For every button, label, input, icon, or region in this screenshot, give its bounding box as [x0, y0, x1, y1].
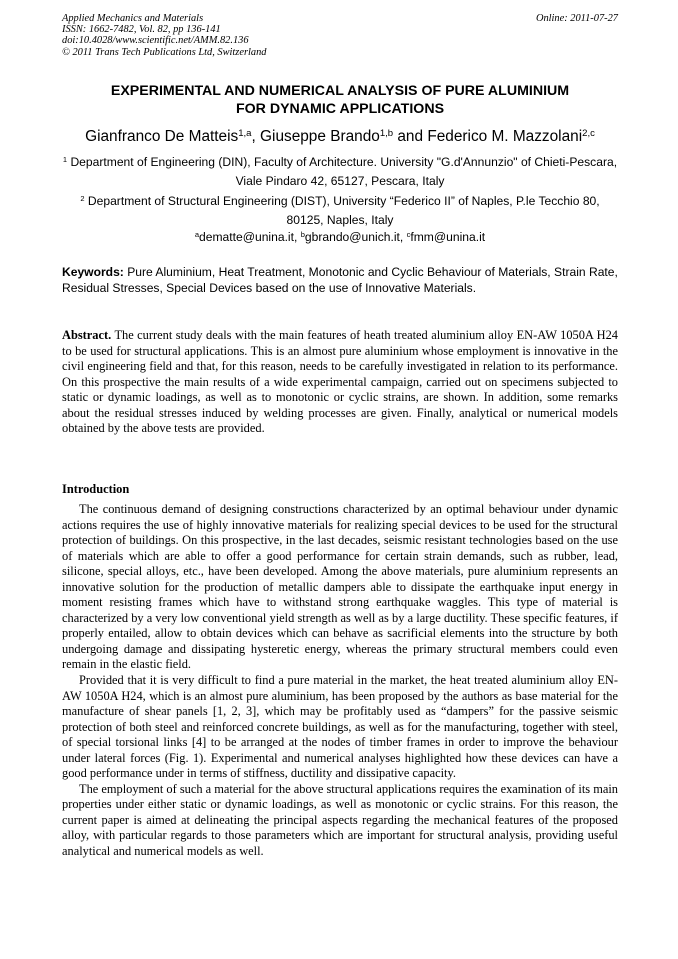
intro-paragraph: The employment of such a material for the above structural applications requires the examination of its main properties under either static or dynamic loadings, as well as monotonic or cyclic strains. For this reason, the current paper is aimed at delineating the principal aspects regarding the mechanical features of the proposed alloy, with particular regards to those parameters which are important for structural analysis, providing useful analytical and numerical models as well. [62, 781, 618, 859]
email-list [62, 229, 618, 247]
online-date: Online: 2011-07-27 [535, 13, 618, 24]
abstract-label: Abstract. [62, 328, 112, 342]
intro-paragraph: The continuous demand of designing constructions characterized by an optimal behaviour under dynamic actions requires the use of highly innovative materials for realizing special devices to be used for the structural protection of buildings. On this prospective, in the last decades, seismic resistant technologies based on the use of materials which are able to offer a good performance for certain strain demands, such as rubber, lead, silicone, special alloys, etc., have been developed. Among the above materials, pure aluminium represents an innovative solution for the production of metallic dampers able to dissipate the earthquake input energy in moment resisting frames which have to withstand strong earthquake waggles. This type of material is characterized by a very low conventional yield strength as well as by a large ductility. These specific features, if properly entailed, allow to obtain devices which can behave as sacrificial elements into the structure by both undergoing damage and dissipating hysteretic energy, whereas the primary structural members could even remain in the elastic field. [62, 502, 618, 672]
copyright-line: © 2011 Trans Tech Publications Ltd, Switzerland [62, 46, 267, 58]
abstract-block [62, 328, 618, 437]
email-sup: a [194, 229, 199, 239]
affiliation-1 [62, 154, 618, 189]
abstract-text: The current study deals with the main features of heath treated aluminium alloy EN-AW 1050A H24 to be used for structural applications. This is an almost pure aluminium whose employment is innovative in the civil engineering field and that, for this reason, needs to be carefully investigated in relation to its performance. On this prospective the main results of a wide experimental campaign, carried out on specimens subjected to static or dynamic loadings, as well as to monotonic or cyclic strains, are shown. In addition, some remarks about the residual stresses induced by welding processes are given. Finally, analytical or numerical models obtained by the above tests are provided. [62, 328, 618, 436]
email-address[interactable]: fmm@unina.it [410, 230, 486, 244]
issn-line: ISSN: 1662-7482, Vol. 82, pp 136-141 [62, 24, 221, 36]
keywords-label: Keywords: [62, 265, 124, 279]
email-sup: c [406, 229, 411, 239]
email-sup: b [300, 229, 305, 239]
author-list [62, 128, 618, 148]
affiliation-text: Department of Engineering (DIN), Faculty of Architecture. University "G.d'Annunzio" of Chieti-Pescara, Viale Pindaro 42, 65127, Pescara, Italy [70, 155, 618, 188]
author-affil-sup: 2,c [582, 127, 595, 139]
paper-title [62, 82, 618, 118]
email-separator: , [293, 230, 301, 244]
author-separator: and [393, 128, 428, 145]
affiliation-number: 2 [80, 193, 85, 203]
author-name: Giuseppe Brando [260, 128, 380, 145]
author-affil-sup: 1,a [238, 127, 252, 139]
title-line-1: EXPERIMENTAL AND NUMERICAL ANALYSIS OF PURE ALUMINIUM [110, 83, 570, 99]
journal-name: Applied Mechanics and Materials [62, 13, 204, 24]
keywords-block [62, 264, 618, 296]
affiliation-number: 1 [62, 154, 68, 164]
email-address[interactable]: gbrando@unich.it [304, 230, 400, 244]
journal-header [62, 13, 618, 58]
affiliation-text: Department of Structural Engineering (DIST), University “Federico II” of Naples, P.le Tecchio 80, 80125, Naples, Italy [87, 194, 600, 227]
introduction-heading: Introduction [62, 482, 130, 496]
email-address[interactable]: dematte@unina.it [199, 230, 294, 244]
author-name: Federico M. Mazzolani [427, 128, 583, 145]
introduction-body [62, 502, 618, 860]
doi-line[interactable]: doi:10.4028/www.scientific.net/AMM.82.136 [62, 35, 249, 47]
author-separator: , [251, 128, 261, 145]
intro-paragraph: Provided that it is very difficult to find a pure material in the market, the heat treated aluminium alloy EN-AW 1050A H24, which is an almost pure aluminium, has been proposed by the authors as base material for the manufacture of shear panels [1, 2, 3], which may be profitably used as “dampers” for the passive seismic protection of both steel and reinforced concrete buildings, as well as for the manufacturing, together with steel, of special torsional links [4] to be arranged at the nodes of timber frames in order to improve the behaviour under lateral forces (Fig. 1). Experimental and numerical analyses highlighted how these devices can have a good performance under in terms of stiffness, ductility and dissipative capacity. [62, 673, 618, 781]
keywords-text: Pure Aluminium, Heat Treatment, Monotonic and Cyclic Behaviour of Materials, Strain Rate, Residual Stresses, Special Devices based on the use of Innovative Materials. [62, 265, 618, 295]
title-line-2: FOR DYNAMIC APPLICATIONS [235, 101, 445, 117]
author-name: Gianfranco De Matteis [85, 128, 239, 145]
affiliation-2 [62, 193, 618, 228]
email-separator: , [399, 230, 407, 244]
author-affil-sup: 1,b [379, 127, 394, 139]
